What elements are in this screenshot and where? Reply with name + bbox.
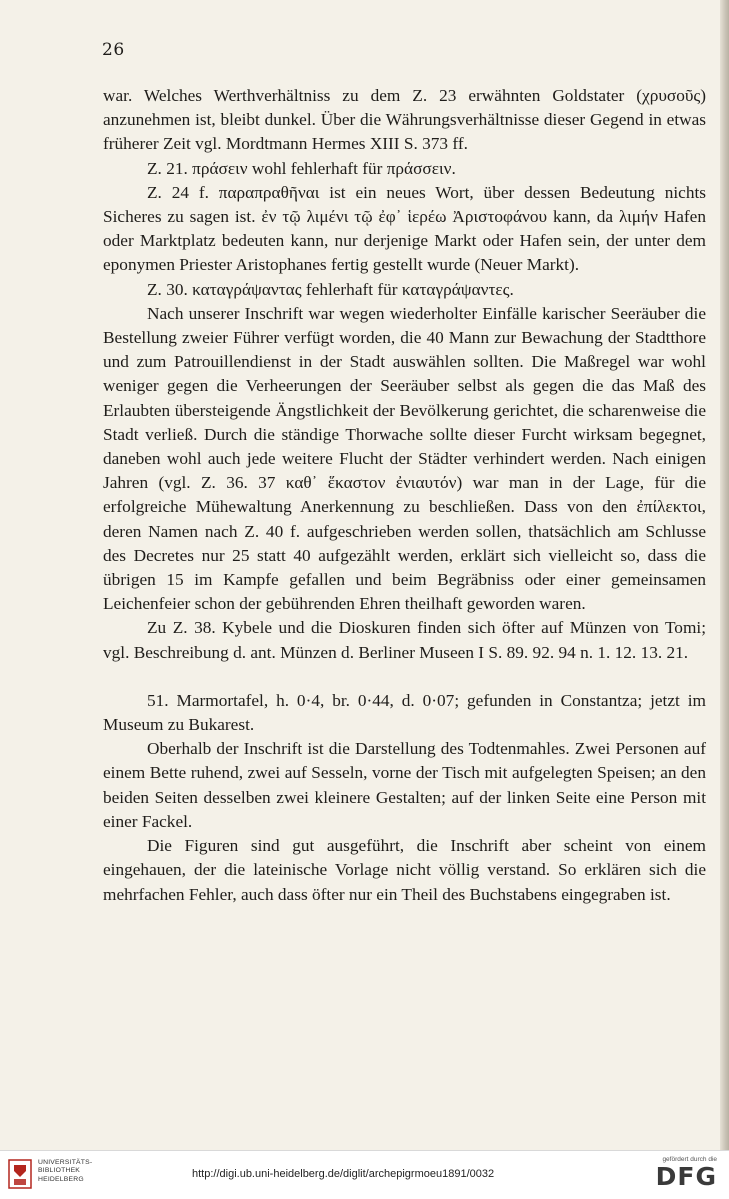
body-text xyxy=(103,84,706,907)
page-number: 26 xyxy=(102,40,125,60)
ub-heidelberg-logo-icon xyxy=(8,1159,32,1189)
paragraph: Nach unserer Inschrift war wegen wiederholter Einfälle karischer Seeräuber die Bestellung zweier Führer verfügt worden, die 40 Mann zur Bewachung der Stadtthore und zum Patrouillendienst in der Stadt auswählen sollten. Die Maßregel war wohl weniger gegen die Verheerungen der Seeräuber selbst als gegen die das Maß des Erlaubten übersteigende Ängstlichkeit der Bevölkerung gerichtet, die scharenweise die Stadt verließ. Durch die ständige Thorwache sollte dieser Furcht wirksam begegnet, daneben wohl auch jede weitere Flucht der Städter verhindert werden. Nach einigen Jahren (vgl. Z. 36. 37 καθ᾽ ἕκαστον ἐνιαυτόν) war man in der Lage, für die erfolgreiche Mühewaltung Anerkennung zu beschließen. Dass von den ἐπίλεκτοι, deren Namen nach Z. 40 f. aufgeschrieben werden sollen, thatsächlich am Schlusse des Decretes nur 25 statt 40 aufgezählt werden, erklärt sich vielleicht so, dass die übrigen 15 im Kampfe gefallen und beim Begräbniss oder einer gemeinsamen Leichenfeier schon der gebührenden Ehren theilhaft geworden waren. xyxy=(103,303,706,614)
paragraph: Z. 21. πράσειν wohl fehlerhaft für πράσσειν. xyxy=(147,158,456,178)
library-name-line: UNIVERSITÄTS- xyxy=(38,1159,93,1166)
paragraph: 51. Marmortafel, h. 0·4, br. 0·44, d. 0·07; gefunden in Constantza; jetzt im Museum zu Bukarest. xyxy=(103,690,706,735)
funder-note: gefördert durch die xyxy=(662,1156,717,1163)
paragraph: Z. 24 f. παραπραθῆναι ist ein neues Wort, über dessen Bedeutung nichts Sicheres zu sagen ist. ἐν τῷ λιμένι τῷ ἐφ᾽ ἱερέω Ἀριστοφάνου kann, da λιμήν Hafen oder Marktplatz bedeuten kann, nur derjenige Markt oder Hafen sein, der unter dem eponymen Priester Aristophanes fertig gestellt wurde (Neuer Markt). xyxy=(103,182,706,275)
paragraph: Zu Z. 38. Kybele und die Dioskuren finden sich öfter auf Münzen von Tomi; vgl. Beschreibung d. ant. Münzen d. Berliner Museen I S. 89. 92. 94 n. 1. 12. 13. 21. xyxy=(103,618,706,662)
paragraph: Oberhalb der Inschrift ist die Darstellung des Todtenmahles. Zwei Personen auf einem Bette ruhend, zwei auf Sesseln, vorne der Tisch mit aufgelegten Speisen; an den beiden Seiten desselben zwei kleinere Gestalten; auf der linken Seite eine Person mit einer Fackel. xyxy=(103,739,706,831)
library-name xyxy=(38,1159,92,1184)
library-name-line: BIBLIOTHEK xyxy=(38,1167,81,1175)
funder-block xyxy=(656,1156,717,1190)
dfg-logo: DFG xyxy=(655,1162,717,1191)
paragraph: Die Figuren sind gut ausgeführt, die Inschrift aber scheint von einem eingehauen, der die lateinische Vorlage nicht völlig verstand. So erklären sich die mehrfachen Fehler, auch dass öfter nur ein Theil des Buchstabens eingegraben ist. xyxy=(103,836,706,904)
paragraph: war. Welches Werthverhältniss zu dem Z. 23 erwähnten Goldstater (χρυσοῦς) anzunehmen ist, bleibt dunkel. Über die Währungsverhältnisse dieser Gegend in etwas früherer Zeit vgl. Mordtmann Hermes XIII S. 373 ff. xyxy=(103,86,706,154)
library-name-line: HEIDELBERG xyxy=(38,1175,84,1183)
digitization-footer xyxy=(0,1150,729,1199)
paragraph: Z. 30. καταγράψαντας fehlerhaft für καταγράψαντες. xyxy=(147,279,514,299)
page-edge-shadow xyxy=(720,0,729,1150)
source-url[interactable]: http://digi.ub.uni-heidelberg.de/diglit/archepigrmoeu1891/0032 xyxy=(192,1168,495,1180)
